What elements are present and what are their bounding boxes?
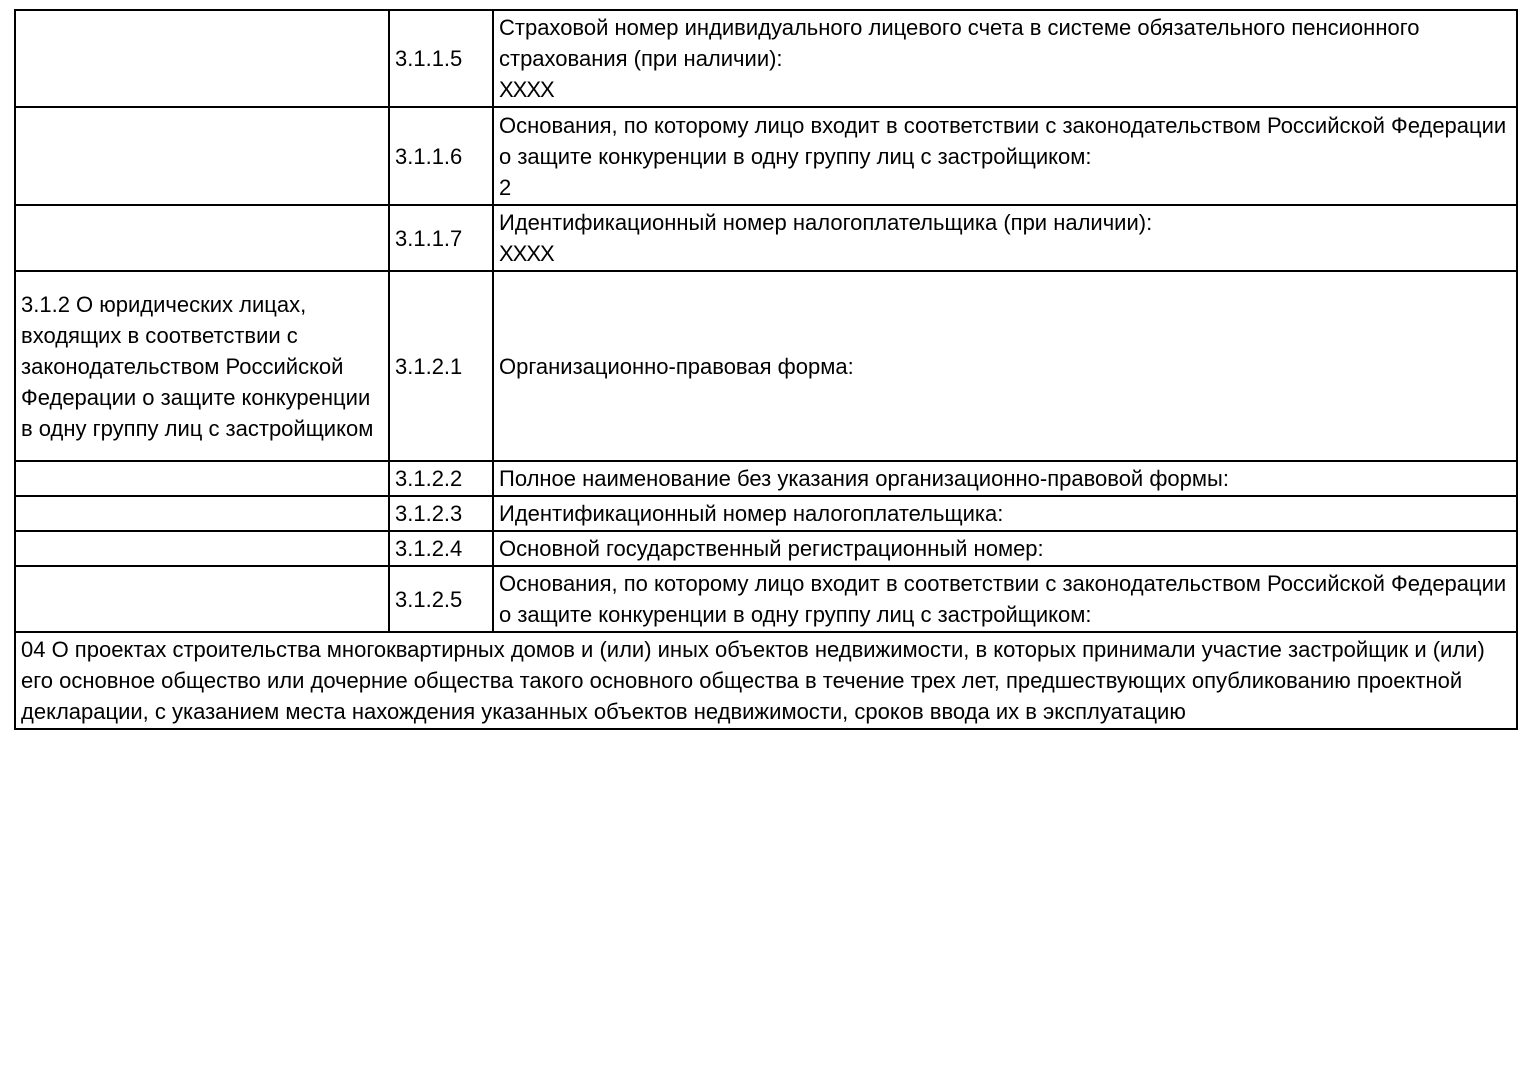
section-cell xyxy=(15,10,389,107)
item-label: Основной государственный регистрационный номер: xyxy=(499,536,1044,561)
item-content xyxy=(493,566,1517,632)
table-row xyxy=(15,531,1517,566)
section-cell xyxy=(15,566,389,632)
item-number: 3.1.2.2 xyxy=(389,461,493,496)
item-label: Идентификационный номер налогоплательщика (при наличии): xyxy=(499,210,1153,235)
item-content xyxy=(493,10,1517,107)
item-content xyxy=(493,531,1517,566)
item-number: 3.1.1.6 xyxy=(389,107,493,205)
item-content xyxy=(493,271,1517,461)
item-content xyxy=(493,107,1517,205)
table-row xyxy=(15,271,1517,461)
item-content xyxy=(493,205,1517,271)
item-label: Полное наименование без указания организационно-правовой формы: xyxy=(499,466,1229,491)
section-cell xyxy=(15,531,389,566)
item-value: 2 xyxy=(499,174,512,200)
table-row xyxy=(15,496,1517,531)
item-label: Организационно-правовая форма: xyxy=(499,353,854,379)
table-row xyxy=(15,107,1517,205)
section-04-header: 04 О проектах строительства многоквартирных домов и (или) иных объектов недвижимости, в которых принимали участие застройщик и (или) его основное общество или дочерние общества такого основного общества в течение трех лет, предшествующих опубликованию проектной декларации, с указанием места нахождения указанных объектов недвижимости, сроков ввода их в эксплуатацию xyxy=(15,632,1517,729)
item-value: XXXX xyxy=(499,241,554,266)
item-label: Страховой номер индивидуального лицевого счета в системе обязательного пенсионного страхования (при наличии): xyxy=(499,15,1420,71)
section-cell: 3.1.2 О юридических лицах, входящих в соответствии с законодательством Российской Федерации о защите конкуренции в одну группу лиц с застройщиком xyxy=(15,271,389,461)
declaration-table xyxy=(14,9,1518,730)
table-row xyxy=(15,566,1517,632)
item-number: 3.1.1.7 xyxy=(389,205,493,271)
item-value: XXXX xyxy=(499,77,554,102)
table-row xyxy=(15,632,1517,729)
section-cell xyxy=(15,205,389,271)
table-row xyxy=(15,461,1517,496)
item-content xyxy=(493,496,1517,531)
section-cell xyxy=(15,461,389,496)
item-label: Идентификационный номер налогоплательщика: xyxy=(499,501,1004,526)
item-number: 3.1.2.5 xyxy=(389,566,493,632)
section-cell xyxy=(15,107,389,205)
item-number: 3.1.2.1 xyxy=(389,271,493,461)
item-label: Основания, по которому лицо входит в соответствии с законодательством Российской Федерации о защите конкуренции в одну группу лиц с застройщиком: xyxy=(499,112,1507,169)
item-number: 3.1.2.4 xyxy=(389,531,493,566)
section-cell xyxy=(15,496,389,531)
item-label: Основания, по которому лицо входит в соответствии с законодательством Российской Федерации о защите конкуренции в одну группу лиц с застройщиком: xyxy=(499,571,1507,627)
item-content xyxy=(493,461,1517,496)
table-row xyxy=(15,10,1517,107)
item-number: 3.1.1.5 xyxy=(389,10,493,107)
table-row xyxy=(15,205,1517,271)
item-number: 3.1.2.3 xyxy=(389,496,493,531)
